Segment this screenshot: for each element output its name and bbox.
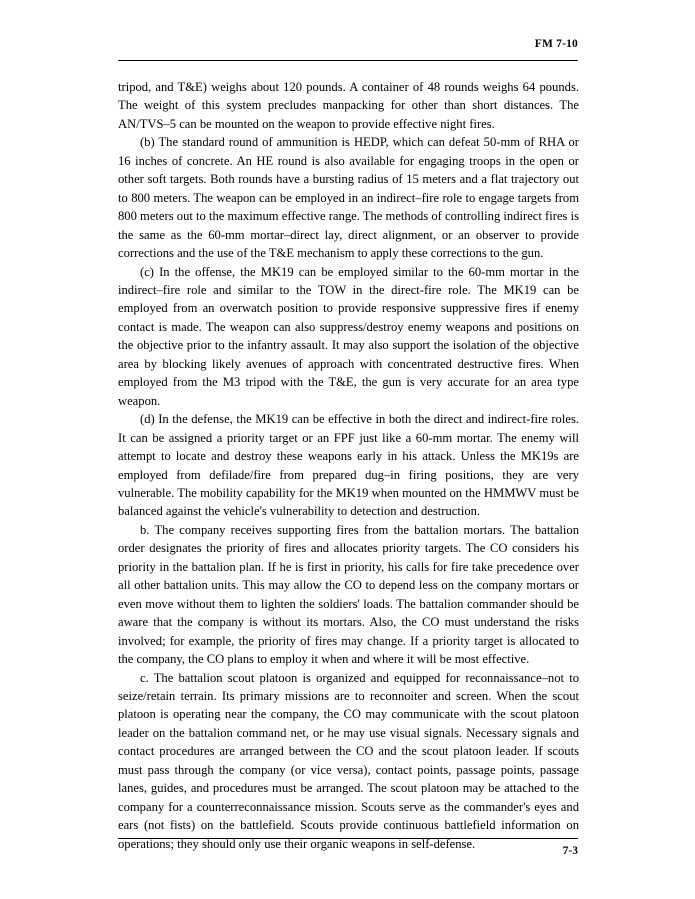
page-footer: 7-3	[562, 845, 578, 857]
header-divider	[118, 60, 578, 61]
page-header: FM 7-10	[534, 38, 578, 50]
paragraph: tripod, and T&E) weighs about 120 pounds. A container of 48 rounds weighs 64 pounds. The weight of this system precludes manpacking for other than short distances. The AN/TVS–5 can be mounted on the weapon to provide effective night fires.	[118, 80, 579, 131]
page-body	[118, 78, 579, 853]
paragraph: (b) The standard round of ammunition is HEDP, which can defeat 50-mm of RHA or 16 inches of concrete. An HE round is also available for engaging troops in the open or other soft targets. Both rounds have a bursting radius of 15 meters and a flat trajectory out to 800 meters. The weapon can be employed in an indirect–fire role to engage targets from 800 meters out to the maximum effective range. The methods of controlling indirect fires is the same as the 60-mm mortar–direct lay, direct alignment, or an observer to provide corrections and the use of the T&E mechanism to apply these corrections to the gun.	[118, 135, 579, 261]
footer-divider	[118, 838, 578, 839]
paragraph: b. The company receives supporting fires from the battalion mortars. The battalion order designates the priority of fires and allocates priority targets. The CO considers his priority in the battalion plan. If he is first in priority, his calls for fire take precedence over all other battalion units. This may allow the CO to depend less on the company mortars or even move without them to lighten the soldiers' loads. The battalion commander should be aware that the company is without its mortars. Also, the CO must understand the risks involved; for example, the priority of fires may change. If a priority target is allocated to the company, the CO plans to employ it when and where it will be most effective.	[118, 522, 579, 667]
paragraph: (c) In the offense, the MK19 can be employed similar to the 60-mm mortar in the indirect–fire role and similar to the TOW in the direct-fire role. The MK19 can be employed from an overwatch position to provide responsive suppressive fires if enemy contact is made. The weapon can also suppress/destroy enemy weapons and positions on the objective prior to the infantry assault. It may also support the isolation of the objective area by blocking likely avenues of approach with concentrated destructive fires. When employed from the M3 tripod with the T&E, the gun is very accurate for an area type weapon.	[118, 264, 579, 408]
paragraph: c. The battalion scout platoon is organized and equipped for reconnaissance–not to seize/retain terrain. Its primary missions are to reconnoiter and screen. When the scout platoon is operating near the company, the CO may communicate with the scout platoon leader on the battalion command net, or he may use visual signals. Necessary signals and contact procedures are arranged between the CO and the scout platoon leader. If scouts must pass through the company (or vice versa), contact points, passage points, passage lanes, guides, and procedures must be arranged. The scout platoon may be attached to the company for a counterreconnaissance mission. Scouts serve as the commander's eyes and ears (not fists) on the battlefield. Scouts provide continuous battlefield information on operations; they should only use their organic weapons in self-defense.	[118, 670, 579, 851]
paragraph: (d) In the defense, the MK19 can be effective in both the direct and indirect-fire roles. It can be assigned a priority target or an FPF just like a 60-mm mortar. The enemy will attempt to locate and destroy these weapons early in his attack. Unless the MK19s are employed from defilade/fire from prepared dug–in firing positions, they are very vulnerable. The mobility capability for the MK19 when mounted on the HMMWV must be balanced against the vehicle's vulnerability to detection and destruction.	[118, 412, 579, 519]
